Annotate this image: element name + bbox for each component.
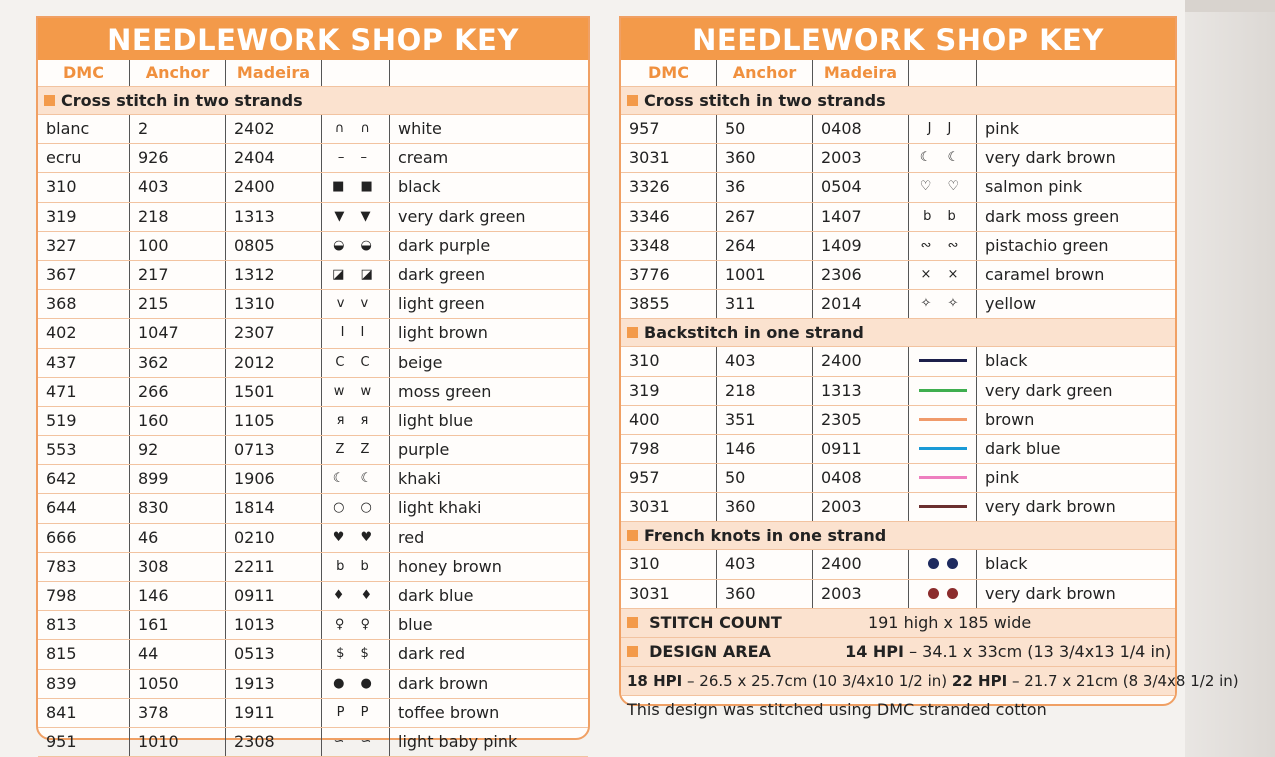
madeira-cell: 0911 (226, 582, 322, 610)
table-row (621, 115, 1175, 144)
anchor-cell: 92 (130, 436, 226, 464)
dmc-cell: 3346 (621, 203, 717, 231)
color-name-cell: moss green (398, 381, 492, 401)
dmc-cell: 310 (621, 347, 717, 375)
stitch-symbol-icon: J J (909, 115, 977, 143)
section-french-knots (621, 522, 1175, 550)
table-row (621, 493, 1175, 522)
stitch-symbol-icon: – – (322, 144, 390, 172)
anchor-column-header: Anchor (717, 60, 813, 86)
madeira-cell: 0805 (226, 232, 322, 260)
dmc-column-header: DMC (621, 60, 717, 86)
table-row (38, 611, 588, 640)
anchor-cell: 378 (130, 699, 226, 727)
anchor-cell: 360 (717, 144, 813, 172)
madeira-cell: 0713 (226, 436, 322, 464)
page-edge-top (1185, 0, 1275, 12)
color-name-cell: caramel brown (985, 264, 1105, 284)
dmc-column-header: DMC (38, 60, 130, 86)
dmc-cell: 783 (38, 553, 130, 581)
color-name-cell: blue (398, 615, 433, 635)
dmc-cell: 3776 (621, 261, 717, 289)
madeira-cell: 2400 (226, 173, 322, 201)
dmc-cell: 368 (38, 290, 130, 318)
section-title: Cross stitch in two strands (644, 91, 886, 110)
color-name-cell: light khaki (398, 498, 482, 518)
design-area-label: DESIGN AREA (649, 641, 771, 661)
color-name-cell: dark red (398, 644, 466, 664)
madeira-cell: 1105 (226, 407, 322, 435)
name-column-header (390, 60, 588, 86)
color-name-cell: very dark brown (985, 583, 1116, 603)
color-name-cell: light brown (398, 323, 488, 343)
dmc-cell: 841 (38, 699, 130, 727)
anchor-cell: 161 (130, 611, 226, 639)
section-backstitch (621, 319, 1175, 347)
madeira-cell: 1409 (813, 232, 909, 260)
madeira-cell: 1501 (226, 378, 322, 406)
dmc-cell: 3348 (621, 232, 717, 260)
french-knot-icon (947, 588, 958, 599)
anchor-cell: 217 (130, 261, 226, 289)
dmc-cell: 319 (621, 377, 717, 405)
table-row (38, 465, 588, 494)
color-name-cell: dark brown (398, 673, 489, 693)
table-row (621, 550, 1175, 579)
table-row (621, 406, 1175, 435)
madeira-column-header: Madeira (813, 60, 909, 86)
table-row (38, 232, 588, 261)
anchor-cell: 360 (717, 580, 813, 608)
madeira-cell: 2306 (813, 261, 909, 289)
madeira-cell: 1313 (813, 377, 909, 405)
anchor-cell: 308 (130, 553, 226, 581)
square-bullet-icon (627, 646, 638, 657)
section-cross-stitch (38, 87, 588, 115)
madeira-cell: 2402 (226, 115, 322, 143)
dmc-cell: 402 (38, 319, 130, 347)
dmc-cell: 3031 (621, 144, 717, 172)
stitch-count-row (621, 609, 1175, 638)
section-title: Backstitch in one strand (644, 323, 864, 343)
french-knot-icon (928, 558, 939, 569)
stitch-symbol-icon: я я (322, 407, 390, 435)
table-row (38, 640, 588, 669)
french-knot-swatch (909, 550, 977, 578)
madeira-cell: 2003 (813, 493, 909, 521)
color-name-cell: red (398, 527, 425, 547)
backstitch-swatch (909, 377, 977, 405)
square-bullet-icon (627, 617, 638, 628)
stitch-symbol-icon: $ $ (322, 640, 390, 668)
dmc-cell: 3855 (621, 290, 717, 318)
color-name-cell: honey brown (398, 556, 502, 576)
anchor-cell: 266 (130, 378, 226, 406)
stitch-symbol-icon: ▼ ▼ (322, 203, 390, 231)
stitch-symbol-icon: ∽ ∽ (322, 728, 390, 756)
madeira-cell: 0210 (226, 524, 322, 552)
left-key-panel (36, 16, 590, 751)
symbol-column-header (909, 60, 977, 86)
dmc-cell: 642 (38, 465, 130, 493)
color-name-cell: purple (398, 440, 450, 460)
dmc-cell: 310 (38, 173, 130, 201)
stitch-symbol-icon: ◪ ◪ (322, 261, 390, 289)
table-row (621, 261, 1175, 290)
table-row (38, 144, 588, 173)
madeira-cell: 2400 (813, 550, 909, 578)
madeira-cell: 1913 (226, 670, 322, 698)
column-header-row (38, 60, 588, 87)
madeira-cell: 2003 (813, 580, 909, 608)
madeira-cell: 2003 (813, 144, 909, 172)
table-row (38, 524, 588, 553)
table-row (38, 670, 588, 699)
dmc-cell: 839 (38, 670, 130, 698)
hpi14-value: – 34.1 x 33cm (13 3/4x13 1/4 in) (909, 641, 1172, 661)
dmc-cell: 400 (621, 406, 717, 434)
anchor-cell: 311 (717, 290, 813, 318)
color-name-cell: beige (398, 352, 443, 372)
table-row (621, 173, 1175, 202)
stitch-symbol-icon: ♥ ♥ (322, 524, 390, 552)
section-cross-stitch (621, 87, 1175, 115)
section-title: French knots in one strand (644, 526, 887, 546)
panel-title: NEEDLEWORK SHOP KEY (38, 18, 588, 60)
madeira-cell: 1814 (226, 494, 322, 522)
dmc-cell: 3031 (621, 580, 717, 608)
table-row (38, 115, 588, 144)
stitch-symbol-icon: ● ● (322, 670, 390, 698)
anchor-cell: 1047 (130, 319, 226, 347)
dmc-cell: 798 (621, 435, 717, 463)
backstitch-swatch (909, 493, 977, 521)
madeira-cell: 1313 (226, 203, 322, 231)
section-title: Cross stitch in two strands (61, 91, 303, 110)
stitch-symbol-icon: ☾ ☾ (322, 465, 390, 493)
dmc-cell: blanc (38, 115, 130, 143)
madeira-cell: 0911 (813, 435, 909, 463)
table-row (621, 464, 1175, 493)
anchor-cell: 218 (130, 203, 226, 231)
color-name-cell: black (398, 177, 441, 197)
anchor-cell: 830 (130, 494, 226, 522)
color-name-cell: black (985, 554, 1028, 574)
stitch-symbol-icon: b b (322, 553, 390, 581)
table-row (38, 553, 588, 582)
stitch-symbol-icon: ∾ ∾ (909, 232, 977, 260)
anchor-cell: 2 (130, 115, 226, 143)
stitch-symbol-icon: ♡ ♡ (909, 173, 977, 201)
table-row (38, 407, 588, 436)
stitch-symbol-icon: ☾ ☾ (909, 144, 977, 172)
dmc-cell: ecru (38, 144, 130, 172)
table-row (621, 232, 1175, 261)
color-name-cell: pink (985, 468, 1020, 488)
anchor-cell: 362 (130, 349, 226, 377)
anchor-cell: 146 (717, 435, 813, 463)
table-row (38, 290, 588, 319)
madeira-cell: 0408 (813, 115, 909, 143)
page-edge (1185, 0, 1275, 757)
anchor-cell: 218 (717, 377, 813, 405)
table-row (38, 261, 588, 290)
backstitch-line-icon (919, 389, 967, 392)
dmc-cell: 815 (38, 640, 130, 668)
dmc-cell: 327 (38, 232, 130, 260)
color-name-cell: dark blue (985, 438, 1061, 458)
madeira-cell: 2014 (813, 290, 909, 318)
anchor-column-header: Anchor (130, 60, 226, 86)
table-row (38, 173, 588, 202)
stitch-symbol-icon: C C (322, 349, 390, 377)
stitch-symbol-icon: × × (909, 261, 977, 289)
backstitch-swatch (909, 347, 977, 375)
dmc-cell: 519 (38, 407, 130, 435)
table-row (621, 203, 1175, 232)
madeira-cell: 2307 (226, 319, 322, 347)
stitch-symbol-icon: b b (909, 203, 977, 231)
right-back-rows (621, 347, 1175, 522)
madeira-cell: 2400 (813, 347, 909, 375)
madeira-cell: 2211 (226, 553, 322, 581)
stitch-symbol-icon: ■ ■ (322, 173, 390, 201)
dmc-cell: 3326 (621, 173, 717, 201)
dmc-cell: 951 (38, 728, 130, 756)
table-row (38, 494, 588, 523)
dmc-cell: 471 (38, 378, 130, 406)
madeira-column-header: Madeira (226, 60, 322, 86)
anchor-cell: 264 (717, 232, 813, 260)
stitch-symbol-icon: I I (322, 319, 390, 347)
color-name-cell: black (985, 351, 1028, 371)
table-row (38, 319, 588, 348)
anchor-cell: 46 (130, 524, 226, 552)
color-name-cell: pink (985, 119, 1020, 138)
french-knot-icon (947, 558, 958, 569)
stitch-count-label: STITCH COUNT (649, 612, 782, 632)
square-bullet-icon (627, 530, 638, 541)
anchor-cell: 403 (130, 173, 226, 201)
anchor-cell: 44 (130, 640, 226, 668)
dmc-cell: 310 (621, 550, 717, 578)
table-row (38, 203, 588, 232)
anchor-cell: 1050 (130, 670, 226, 698)
dmc-cell: 553 (38, 436, 130, 464)
color-name-cell: very dark brown (985, 148, 1116, 168)
french-knot-swatch (909, 580, 977, 608)
stitch-symbol-icon: ✧ ✧ (909, 290, 977, 318)
stitch-symbol-icon: ○ ○ (322, 494, 390, 522)
anchor-cell: 36 (717, 173, 813, 201)
hpi18-value: – 26.5 x 25.7cm (10 3/4x10 1/2 in) (687, 671, 948, 690)
backstitch-swatch (909, 464, 977, 492)
backstitch-line-icon (919, 505, 967, 508)
dmc-cell: 957 (621, 464, 717, 492)
anchor-cell: 899 (130, 465, 226, 493)
dmc-cell: 367 (38, 261, 130, 289)
stitch-symbol-icon: v v (322, 290, 390, 318)
madeira-cell: 0504 (813, 173, 909, 201)
square-bullet-icon (44, 95, 55, 106)
table-row (38, 728, 588, 757)
anchor-cell: 160 (130, 407, 226, 435)
color-name-cell: salmon pink (985, 177, 1083, 197)
color-name-cell: light green (398, 294, 485, 314)
name-column-header (977, 60, 1175, 86)
column-header-row (621, 60, 1175, 87)
hpi18-label: 18 HPI (627, 671, 683, 690)
color-name-cell: light blue (398, 410, 474, 430)
note-row (621, 696, 1175, 724)
dmc-cell: 813 (38, 611, 130, 639)
table-row (621, 435, 1175, 464)
left-rows (38, 115, 588, 757)
madeira-cell: 0408 (813, 464, 909, 492)
madeira-cell: 2404 (226, 144, 322, 172)
color-name-cell: dark purple (398, 235, 491, 255)
right-knot-rows (621, 550, 1175, 608)
dmc-cell: 319 (38, 203, 130, 231)
stitch-symbol-icon: ♦ ♦ (322, 582, 390, 610)
stitching-note: This design was stitched using DMC stranded cotton (627, 699, 1047, 719)
table-row (38, 699, 588, 728)
madeira-cell: 0513 (226, 640, 322, 668)
anchor-cell: 360 (717, 493, 813, 521)
anchor-cell: 267 (717, 203, 813, 231)
madeira-cell: 1310 (226, 290, 322, 318)
anchor-cell: 403 (717, 550, 813, 578)
dmc-cell: 3031 (621, 493, 717, 521)
color-name-cell: dark green (398, 264, 486, 284)
dmc-cell: 644 (38, 494, 130, 522)
color-name-cell: yellow (985, 294, 1037, 314)
table-row (621, 144, 1175, 173)
madeira-cell: 2012 (226, 349, 322, 377)
color-name-cell: very dark green (985, 380, 1113, 400)
color-name-cell: light baby pink (398, 731, 518, 751)
backstitch-line-icon (919, 359, 967, 362)
anchor-cell: 50 (717, 464, 813, 492)
anchor-cell: 100 (130, 232, 226, 260)
backstitch-line-icon (919, 447, 967, 450)
stitch-symbol-icon: ♀ ♀ (322, 611, 390, 639)
stitch-count-value: 191 high x 185 wide (867, 612, 1032, 632)
table-row (38, 378, 588, 407)
dmc-cell: 437 (38, 349, 130, 377)
color-name-cell: dark blue (398, 586, 474, 605)
madeira-cell: 1911 (226, 699, 322, 727)
color-name-cell: very dark brown (985, 497, 1116, 517)
table-row (621, 290, 1175, 319)
stitch-symbol-icon: P P (322, 699, 390, 727)
design-area-sizes-row (621, 667, 1239, 696)
backstitch-swatch (909, 435, 977, 463)
color-name-cell: pistachio green (985, 235, 1109, 255)
table-row (621, 347, 1175, 376)
madeira-cell: 2308 (226, 728, 322, 756)
dmc-cell: 798 (38, 582, 130, 610)
anchor-cell: 1010 (130, 728, 226, 756)
table-row (38, 582, 588, 611)
design-area-row (621, 638, 1175, 667)
table-row (38, 349, 588, 378)
madeira-cell: 2305 (813, 406, 909, 434)
backstitch-line-icon (919, 476, 967, 479)
table-row (621, 580, 1175, 609)
hpi22-label: 22 HPI (951, 671, 1008, 690)
color-name-cell: white (398, 119, 442, 138)
stitch-symbol-icon: ◒ ◒ (322, 232, 390, 260)
symbol-column-header (322, 60, 390, 86)
stitch-symbol-icon: w w (322, 378, 390, 406)
anchor-cell: 215 (130, 290, 226, 318)
backstitch-line-icon (919, 418, 967, 421)
french-knot-icon (928, 588, 939, 599)
color-name-cell: khaki (398, 469, 441, 489)
anchor-cell: 146 (130, 582, 226, 610)
backstitch-swatch (909, 406, 977, 434)
madeira-cell: 1312 (226, 261, 322, 289)
anchor-cell: 403 (717, 347, 813, 375)
stitch-symbol-icon: ∩ ∩ (322, 115, 390, 143)
dmc-cell: 666 (38, 524, 130, 552)
right-key-panel (619, 16, 1239, 719)
table-row (38, 436, 588, 465)
anchor-cell: 50 (717, 115, 813, 143)
color-name-cell: cream (398, 148, 449, 168)
madeira-cell: 1407 (813, 203, 909, 231)
dmc-cell: 957 (621, 115, 717, 143)
panel-title: NEEDLEWORK SHOP KEY (621, 18, 1175, 60)
color-name-cell: dark moss green (985, 206, 1120, 226)
hpi22-value: – 21.7 x 21cm (8 3/4x8 1/2 in) (1011, 671, 1239, 690)
table-row (621, 377, 1175, 406)
color-name-cell: toffee brown (398, 702, 500, 722)
madeira-cell: 1906 (226, 465, 322, 493)
stitch-symbol-icon: Z Z (322, 436, 390, 464)
anchor-cell: 1001 (717, 261, 813, 289)
square-bullet-icon (627, 327, 638, 338)
square-bullet-icon (627, 95, 638, 106)
right-cross-rows (621, 115, 1175, 319)
hpi14-label: 14 HPI (845, 641, 904, 661)
madeira-cell: 1013 (226, 611, 322, 639)
anchor-cell: 926 (130, 144, 226, 172)
anchor-cell: 351 (717, 406, 813, 434)
color-name-cell: very dark green (398, 206, 526, 226)
color-name-cell: brown (985, 409, 1035, 429)
